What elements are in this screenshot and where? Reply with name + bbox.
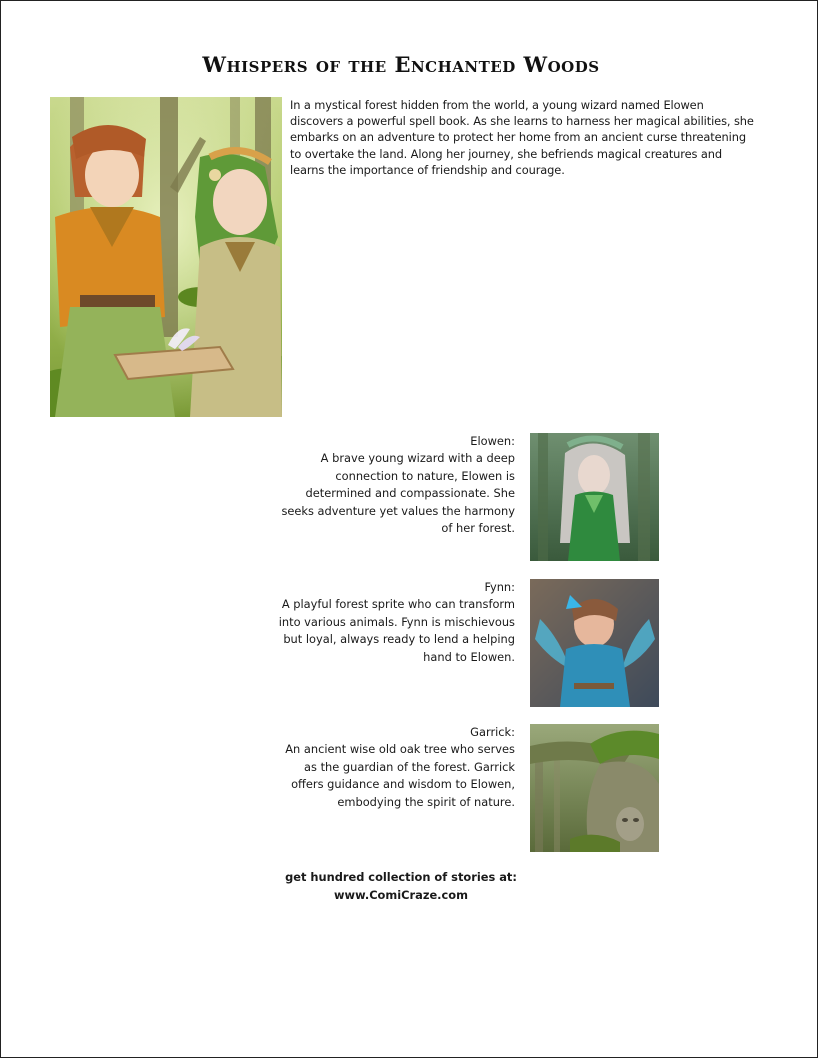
promo-footer [251,868,551,904]
story-intro: In a mystical forest hidden from the world, a young wizard named Elowen discovers a powerful spell book. As she learns to harness her magical abilities, she embarks on an adventure to protect her home from an ancient curse threatening to overtake the land. Along her journey, she befriends magical creatures and learns the importance of friendship and courage. [290,98,754,177]
hero-illustration [50,97,282,417]
character-description: An ancient wise old oak tree who serves as the guardian of the forest. Garrick offers guidance and wisdom to Elowen, embodying the spirit of nature. [285,742,515,809]
character-description: A brave young wizard with a deep connection to nature, Elowen is determined and compassionate. She seeks adventure yet values the harmony of her forest. [281,451,515,536]
character-portrait-elowen [530,433,659,561]
character-name: Elowen: [470,434,515,448]
character-card-elowen [281,433,659,563]
character-description: A playful forest sprite who can transform into various animals. Fynn is mischievous but loyal, always ready to lend a helping hand to Elowen. [278,597,515,664]
page-title: Whispers of the Enchanted Woods [202,52,600,77]
character-card-garrick [281,724,659,854]
character-name: Garrick: [470,725,515,739]
promo-link[interactable]: www.ComiCraze.com [334,888,468,902]
character-portrait-fynn [530,579,659,707]
promo-text: get hundred collection of stories at: [285,870,517,884]
character-text [275,433,515,537]
character-name: Fynn: [484,580,515,594]
character-card-fynn [278,579,659,709]
character-text [275,579,515,666]
character-text [275,724,515,811]
character-portrait-garrick [530,724,659,852]
